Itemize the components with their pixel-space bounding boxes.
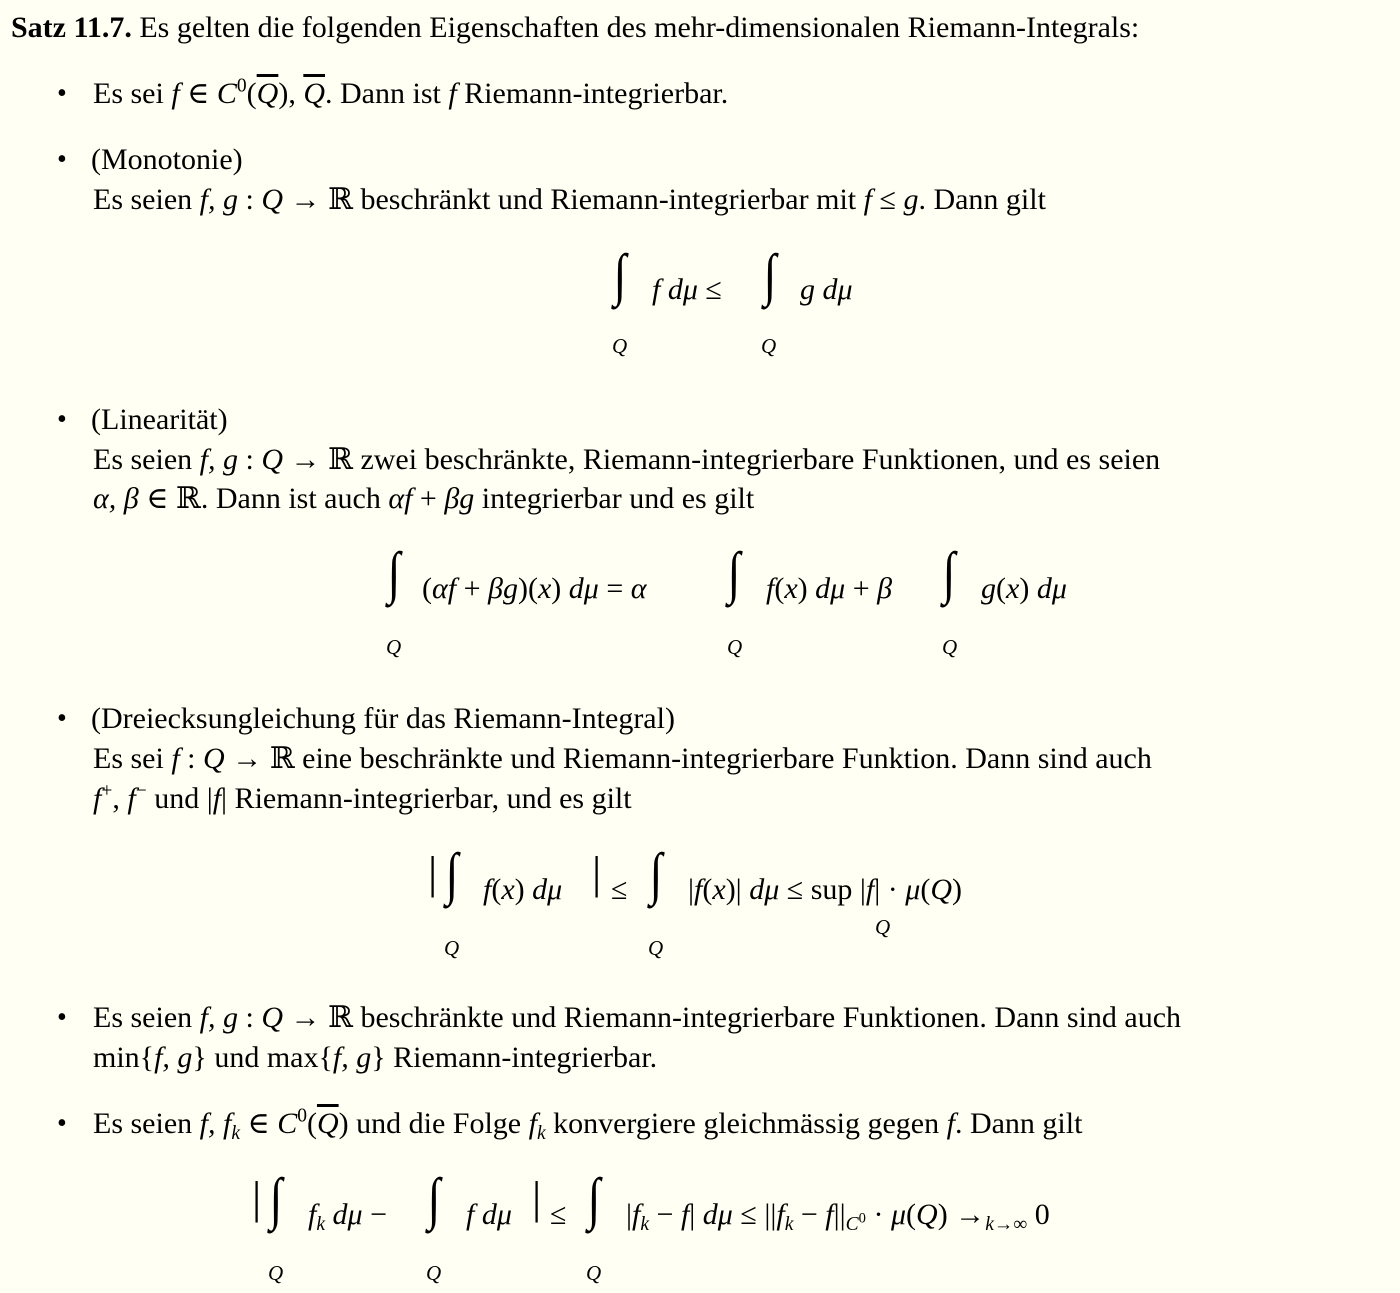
bullet: • [57, 703, 67, 734]
item-3-formula: ∫ Q (αf + βg)(x) dμ = α ∫ Q f(x) dμ + β ∫ Q g(x) dμ [386, 540, 1067, 659]
theorem-label: Satz 11.7. [11, 11, 132, 44]
theorem-intro: Es gelten die folgenden Eigenschaften des mehr-dimensionalen Riemann-Integrals: [139, 11, 1140, 44]
item-5-text-line2: min{f, g} und max{f, g} Riemann-integrierbar. [93, 1041, 658, 1074]
item-4-text-line1: Es sei f : Q → ℝ eine beschränkte und Riemann-integrierbare Funktion. Dann sind auch [93, 741, 1152, 776]
item-3-text-line1: Es seien f, g : Q → ℝ zwei beschränkte, Riemann-integrierbare Funktionen, und es seien [93, 442, 1161, 477]
item-6-formula: | ∫ Q fk dμ − ∫ Q f dμ | ≤ ∫ Q |fk − f| $d\mu \le ||fk - f||C^0 \cdot \mu(Q) \to k\to\infty$ 0 [252, 1166, 1050, 1285]
item-5-text-line1: Es seien f, g : Q → ℝ beschränkte und Riemann-integrierbare Funktionen. Dann sind auch [93, 1000, 1182, 1035]
item-6-text: Es seien f, fk ∈ $C^0(\overline{Q})$ und die Folge fk konvergiere gleichmässig gegen f. Dann gilt [93, 1105, 1083, 1144]
bullet: • [57, 144, 67, 175]
item-3-text-line2: α, β ∈ ℝ. Dann ist auch αf + βg integrierbar und es gilt [93, 481, 755, 516]
bullet: • [57, 404, 67, 435]
item-2-text: Es seien f, g : Q → ℝ beschränkt und Riemann-integrierbar mit f ≤ g. Dann gilt [93, 182, 1046, 217]
bullet: • [57, 78, 67, 109]
item-2-title: (Monotonie) [91, 143, 243, 176]
bullet: • [57, 1108, 67, 1139]
bullet: • [57, 1002, 67, 1033]
item-4-text-line2: f+, f− und |f| Riemann-integrierbar, und es gilt [93, 780, 632, 815]
item-3-title: (Linearität) [91, 403, 228, 436]
item-1-text: Es sei f ∈ $C^0(\overline{Q})$, $\overline{Q}$. Dann ist f Riemann-integrierbar. [93, 75, 729, 110]
theorem-heading [11, 8, 1139, 48]
item-2-formula: ∫ Q f dμ ≤ ∫ Q g dμ [612, 242, 853, 358]
item-4-formula: | ∫ Q f(x) dμ | ≤ ∫ Q |f(x)| dμ ≤ sup |f| · μ(Q) Q [428, 841, 962, 960]
item-4-title: (Dreiecksungleichung für das Riemann-Integral) [91, 702, 675, 735]
